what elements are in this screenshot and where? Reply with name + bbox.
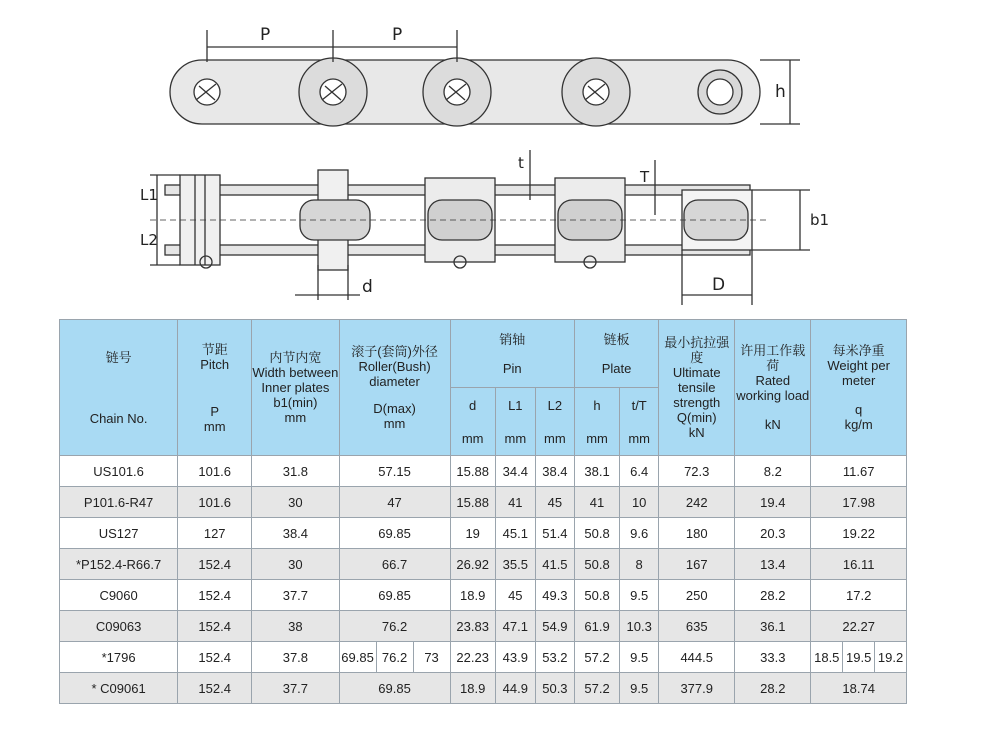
table-row xyxy=(60,580,907,611)
pitch-label-1: P xyxy=(260,25,271,45)
cell-chain: C9060 xyxy=(60,580,178,611)
table-row xyxy=(60,487,907,518)
cell-b1: 37.8 xyxy=(252,642,339,673)
table-row xyxy=(60,549,907,580)
cell-chain: * C09061 xyxy=(60,673,178,704)
cell-load: 8.2 xyxy=(735,456,811,487)
cell-L2: 41.5 xyxy=(535,549,574,580)
T-label: T xyxy=(640,168,650,186)
cell-chain: US127 xyxy=(60,518,178,549)
D-label: D xyxy=(712,275,726,295)
cell-chain: US101.6 xyxy=(60,456,178,487)
header-roller: 滚子(套筒)外径 Roller(Bush) diameter D(max) mm xyxy=(339,320,450,456)
cell-pitch: 152.4 xyxy=(178,549,252,580)
cell-d: 26.92 xyxy=(450,549,495,580)
cell-t: 9.5 xyxy=(620,673,659,704)
cell-q: 18.74 xyxy=(811,673,907,704)
cell-t: 9.5 xyxy=(620,642,659,673)
table-row xyxy=(60,642,907,673)
cell-Q: 242 xyxy=(659,487,735,518)
header-plate-h: h mm xyxy=(574,388,619,456)
cell-pitch: 101.6 xyxy=(178,456,252,487)
cell-Q: 635 xyxy=(659,611,735,642)
h-label: h xyxy=(775,82,786,102)
cell-d: 15.88 xyxy=(450,456,495,487)
cell-D: 66.7 xyxy=(339,549,450,580)
cell-L1: 45.1 xyxy=(495,518,535,549)
chain-diagram-svg xyxy=(0,0,986,318)
cell-Q: 250 xyxy=(659,580,735,611)
cell-q xyxy=(811,642,907,673)
cell-q: 16.11 xyxy=(811,549,907,580)
cell-t: 6.4 xyxy=(620,456,659,487)
cell-L1: 44.9 xyxy=(495,673,535,704)
cell-t: 10 xyxy=(620,487,659,518)
cell-load: 28.2 xyxy=(735,673,811,704)
cell-load: 28.2 xyxy=(735,580,811,611)
cell-D: 47 xyxy=(339,487,450,518)
cell-q: 19.22 xyxy=(811,518,907,549)
cell-L2: 51.4 xyxy=(535,518,574,549)
cell-D xyxy=(339,642,450,673)
cell-load: 36.1 xyxy=(735,611,811,642)
cell-b1: 31.8 xyxy=(252,456,339,487)
cell-L2: 49.3 xyxy=(535,580,574,611)
cell-b1: 30 xyxy=(252,549,339,580)
cell-q-split xyxy=(811,642,906,672)
header-pin-L1: L1 mm xyxy=(495,388,535,456)
b1-label: b1 xyxy=(810,211,830,229)
cell-L1: 35.5 xyxy=(495,549,535,580)
cell-d: 15.88 xyxy=(450,487,495,518)
header-width: 内节内宽 Width between Inner plates b1(min) mm xyxy=(252,320,339,456)
cell-L2: 38.4 xyxy=(535,456,574,487)
cell-h: 50.8 xyxy=(574,580,619,611)
chain-spec-table xyxy=(59,319,907,704)
spec-table-body xyxy=(60,456,907,704)
cell-chain: P101.6-R47 xyxy=(60,487,178,518)
cell-t: 8 xyxy=(620,549,659,580)
cell-L1: 34.4 xyxy=(495,456,535,487)
cell-b1: 37.7 xyxy=(252,673,339,704)
cell-L2: 53.2 xyxy=(535,642,574,673)
cell-chain: *P152.4-R66.7 xyxy=(60,549,178,580)
cell-L1: 47.1 xyxy=(495,611,535,642)
cell-D-split xyxy=(340,642,450,672)
header-weight: 每米净重 Weight per meter q kg/m xyxy=(811,320,907,456)
cell-D: 69.85 xyxy=(339,518,450,549)
header-working-load: 许用工作载荷 Rated working load kN xyxy=(735,320,811,456)
cell-d: 18.9 xyxy=(450,580,495,611)
cell-pitch: 127 xyxy=(178,518,252,549)
cell-D: 57.15 xyxy=(339,456,450,487)
cell-D: 69.85 xyxy=(339,673,450,704)
cell-L1: 43.9 xyxy=(495,642,535,673)
cell-load: 19.4 xyxy=(735,487,811,518)
cell-b1: 38.4 xyxy=(252,518,339,549)
cell-q-value: 19.5 xyxy=(842,642,874,672)
cell-t: 9.5 xyxy=(620,580,659,611)
cell-pitch: 152.4 xyxy=(178,673,252,704)
cell-h: 57.2 xyxy=(574,673,619,704)
cell-Q: 72.3 xyxy=(659,456,735,487)
cell-h: 57.2 xyxy=(574,642,619,673)
cell-Q: 377.9 xyxy=(659,673,735,704)
table-row xyxy=(60,611,907,642)
header-plate-t: t/T mm xyxy=(620,388,659,456)
cell-L1: 41 xyxy=(495,487,535,518)
t-label: t xyxy=(518,154,524,172)
cell-b1: 30 xyxy=(252,487,339,518)
cell-load: 13.4 xyxy=(735,549,811,580)
cell-chain: C09063 xyxy=(60,611,178,642)
cell-q: 17.98 xyxy=(811,487,907,518)
table-row xyxy=(60,673,907,704)
cell-load: 33.3 xyxy=(735,642,811,673)
cell-Q: 167 xyxy=(659,549,735,580)
cell-d: 23.83 xyxy=(450,611,495,642)
cell-h: 41 xyxy=(574,487,619,518)
cell-Q: 180 xyxy=(659,518,735,549)
table-row xyxy=(60,456,907,487)
cell-D-value: 76.2 xyxy=(376,642,413,672)
header-chain-no: 链号 Chain No. xyxy=(60,320,178,456)
cell-D-value: 73 xyxy=(413,642,450,672)
cell-L2: 54.9 xyxy=(535,611,574,642)
header-pin: 销轴 Pin xyxy=(450,320,574,388)
cell-D: 76.2 xyxy=(339,611,450,642)
cell-h: 50.8 xyxy=(574,549,619,580)
table-row xyxy=(60,518,907,549)
header-pin-L2: L2 mm xyxy=(535,388,574,456)
header-tensile: 最小抗拉强度 Ultimate tensile strength Q(min) kN xyxy=(659,320,735,456)
cell-b1: 37.7 xyxy=(252,580,339,611)
header-plate: 链板 Plate xyxy=(574,320,658,388)
cell-q: 11.67 xyxy=(811,456,907,487)
cell-d: 18.9 xyxy=(450,673,495,704)
cell-L2: 45 xyxy=(535,487,574,518)
L1-label: L1 xyxy=(140,186,158,204)
cell-b1: 38 xyxy=(252,611,339,642)
d-label: d xyxy=(362,277,373,297)
pitch-label-2: P xyxy=(392,25,403,45)
chain-technical-drawing xyxy=(0,0,986,318)
cell-d: 22.23 xyxy=(450,642,495,673)
header-pin-d: d mm xyxy=(450,388,495,456)
header-pitch: 节距 Pitch P mm xyxy=(178,320,252,456)
cell-q: 22.27 xyxy=(811,611,907,642)
cell-pitch: 152.4 xyxy=(178,580,252,611)
cell-t: 10.3 xyxy=(620,611,659,642)
cell-pitch: 152.4 xyxy=(178,611,252,642)
cell-d: 19 xyxy=(450,518,495,549)
cell-chain: *1796 xyxy=(60,642,178,673)
cell-Q: 444.5 xyxy=(659,642,735,673)
cell-t: 9.6 xyxy=(620,518,659,549)
cell-D-value: 69.85 xyxy=(341,649,374,665)
cell-q-value: 19.2 xyxy=(874,642,906,672)
cell-load: 20.3 xyxy=(735,518,811,549)
cell-pitch: 101.6 xyxy=(178,487,252,518)
cell-h: 50.8 xyxy=(574,518,619,549)
cell-q-value: 18.5 xyxy=(814,649,840,665)
cell-h: 38.1 xyxy=(574,456,619,487)
cell-h: 61.9 xyxy=(574,611,619,642)
cell-q: 17.2 xyxy=(811,580,907,611)
cell-pitch: 152.4 xyxy=(178,642,252,673)
L2-label: L2 xyxy=(140,231,158,249)
cell-L1: 45 xyxy=(495,580,535,611)
cell-L2: 50.3 xyxy=(535,673,574,704)
cell-D: 69.85 xyxy=(339,580,450,611)
